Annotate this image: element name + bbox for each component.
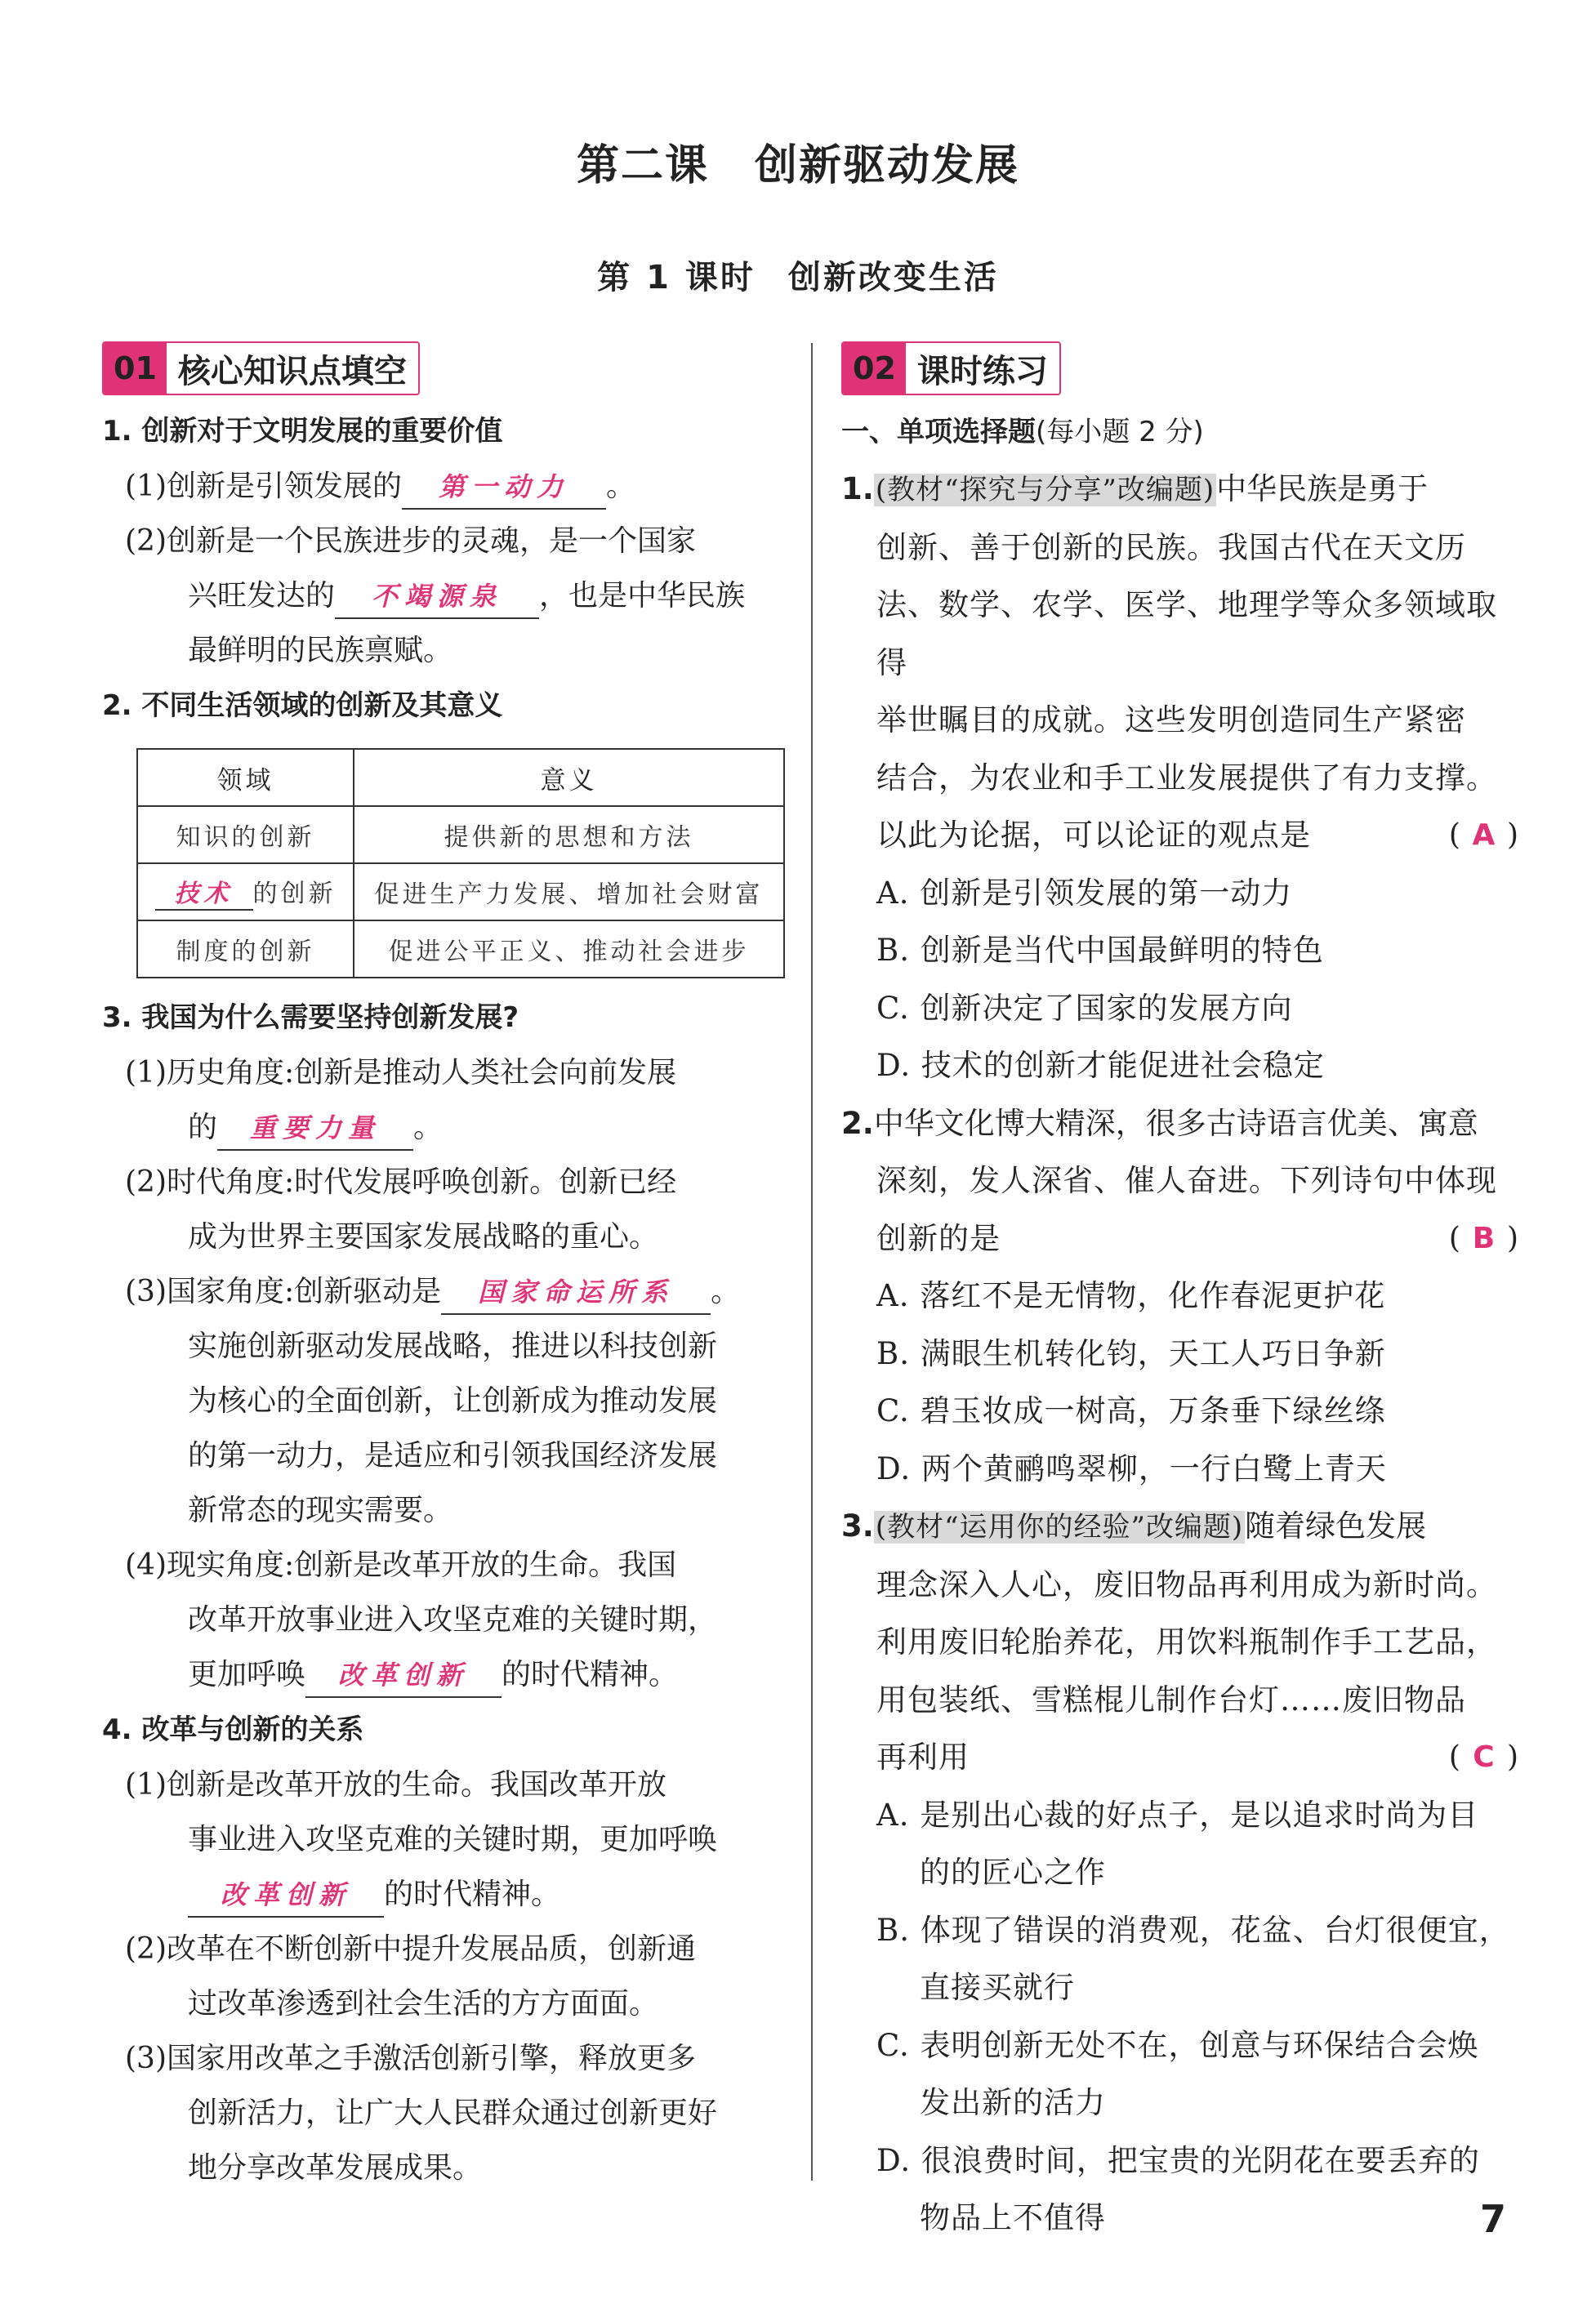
q4-item3: (3)国家用改革之手激活创新引擎，释放更多 bbox=[125, 2042, 696, 2075]
option-a-line2[interactable]: 的的匠心之作 bbox=[920, 1855, 1106, 1890]
table-cell: 制度的创新 bbox=[137, 920, 354, 978]
option-a[interactable]: A. 落红不是无情物，化作春泥更护花 bbox=[876, 1278, 1386, 1313]
q4-item1: (1)创新是改革开放的生命。我国改革开放 bbox=[125, 1768, 666, 1802]
practice-column bbox=[841, 341, 1519, 2248]
option-c[interactable]: C. 表明创新无处不在，创意与环保结合会焕 bbox=[876, 2027, 1479, 2063]
section-heading: 一、单项选择题(每小题 2 分) bbox=[841, 416, 1204, 448]
section-badge-practice bbox=[841, 341, 1061, 395]
option-d[interactable]: D. 两个黄鹂鸣翠柳，一行白鹭上青天 bbox=[876, 1450, 1387, 1486]
page-title bbox=[0, 131, 1596, 192]
q3-item2-line2: 成为世界主要国家发展战略的重心。 bbox=[188, 1220, 659, 1254]
option-d[interactable]: D. 技术的创新才能促进社会稳定 bbox=[876, 1048, 1325, 1083]
source-tag: (教材“探究与分享”改编题) bbox=[875, 474, 1215, 506]
chapter-name: 创新驱动发展 bbox=[755, 140, 1020, 190]
practice-q1: 1.(教材“探究与分享”改编题)中华民族是勇于 创新、善于创新的民族。我国古代在天文历 法、数学、农学、医学、地理学等众多领域取得 举世瞩目的成就。这些发明创造同生产紧密 结合，为农业和手工业发展提供了有力支撑。 以此为论据，可以论证的观点是 ( A ) A. 创新是引领发展的第一动力 B. 创新是当代中国最鲜明的特色 C. 创新决定了国家的发展方向 D. 技术的创新才能促进社会稳定 bbox=[841, 461, 1519, 1095]
table-cell: 技术 的创新 bbox=[137, 863, 354, 920]
table-header: 意义 bbox=[354, 749, 784, 806]
question-number: 2. bbox=[841, 1105, 874, 1141]
question-prompt: 创新的是 ( B ) bbox=[841, 1210, 1519, 1268]
option-d[interactable]: D. 很浪费时间，把宝贵的光阴花在要丢弃的 bbox=[876, 2142, 1480, 2178]
question-number: 3. bbox=[841, 1508, 874, 1544]
q4-item1-line3: 改革创新 的时代精神。 bbox=[102, 1867, 788, 1922]
knowledge-column bbox=[102, 341, 788, 2195]
option-c-line2[interactable]: 发出新的活力 bbox=[920, 2085, 1106, 2120]
q3-item3-line2: 实施创新驱动发展战略，推进以科技创新 bbox=[188, 1330, 718, 1363]
badge-text: 核心知识点填空 bbox=[167, 343, 418, 394]
knowledge-q3 bbox=[102, 990, 788, 1702]
badge-number: 02 bbox=[843, 343, 906, 394]
q1-item2-line3: 最鲜明的民族禀赋。 bbox=[188, 634, 453, 667]
innovation-table bbox=[136, 748, 785, 978]
q3-item3-line4: 的第一动力，是适应和引领我国经济发展 bbox=[188, 1439, 718, 1473]
question-prompt: 再利用 ( C ) bbox=[841, 1729, 1519, 1787]
fill-blank[interactable]: 第一动力 bbox=[402, 466, 606, 510]
section-badge-knowledge bbox=[102, 341, 420, 395]
table-row bbox=[137, 863, 784, 920]
table-header: 领域 bbox=[137, 749, 354, 806]
page-number: 7 bbox=[1480, 2197, 1507, 2241]
q3-item3: (3)国家角度:创新驱动是 国家命运所系 。 bbox=[102, 1264, 788, 1319]
q4-item2-line2: 过改革渗透到社会生活的方方面面。 bbox=[188, 1987, 659, 2021]
option-b[interactable]: B. 满眼生机转化钧，天工人巧日争新 bbox=[876, 1335, 1386, 1371]
q1-item1: (1)创新是引领发展的 第一动力 。 bbox=[102, 459, 788, 514]
answer-choice[interactable]: C bbox=[1473, 1740, 1496, 1774]
fill-blank[interactable]: 改革创新 bbox=[188, 1874, 384, 1918]
question-text: 结合，为农业和手工业发展提供了有力支撑。 bbox=[876, 760, 1497, 795]
badge-text: 课时练习 bbox=[906, 343, 1059, 394]
table-row bbox=[137, 920, 784, 978]
lesson-name: 创新改变生活 bbox=[787, 259, 999, 296]
q4-item2: (2)改革在不断创新中提升发展品质，创新通 bbox=[125, 1932, 696, 1966]
q3-item3-line5: 新常态的现实需要。 bbox=[188, 1494, 453, 1527]
practice-q2: 2.中华文化博大精深，很多古诗语言优美、寓意 深刻，发人深省、催人奋进。下列诗句中体现 创新的是 ( B ) A. 落红不是无情物，化作春泥更护花 B. 满眼生机转化钧，天工人巧日争新 C. 碧玉妆成一树高，万条垂下绿丝绦 D. 两个黄鹂鸣翠柳，一行白鹭上青天 bbox=[841, 1095, 1519, 1499]
chapter-label: 第二课 bbox=[576, 140, 709, 190]
question-number: 1. bbox=[841, 471, 874, 506]
question-text: 创新、善于创新的民族。我国古代在天文历 bbox=[876, 529, 1466, 565]
q4-item1-line2: 事业进入攻坚克难的关键时期，更加呼唤 bbox=[188, 1823, 718, 1856]
option-b[interactable]: B. 体现了错误的消费观，花盆、台灯很便宜， bbox=[876, 1912, 1510, 1948]
knowledge-q2 bbox=[102, 678, 788, 978]
option-b[interactable]: B. 创新是当代中国最鲜明的特色 bbox=[876, 933, 1324, 968]
option-c[interactable]: C. 碧玉妆成一树高，万条垂下绿丝绦 bbox=[876, 1393, 1386, 1428]
answer-choice[interactable]: A bbox=[1472, 818, 1496, 852]
q4-item3-line3: 地分享改革发展成果。 bbox=[188, 2151, 483, 2185]
section-note: (每小题 2 分) bbox=[1036, 416, 1204, 448]
option-c[interactable]: C. 创新决定了国家的发展方向 bbox=[876, 990, 1293, 1026]
q1-heading: 1. 创新对于文明发展的重要价值 bbox=[102, 415, 503, 448]
table-row bbox=[137, 806, 784, 863]
answer-bracket: ( A ) bbox=[1449, 807, 1519, 865]
answer-choice[interactable]: B bbox=[1472, 1221, 1496, 1255]
q3-item4-line2: 改革开放事业进入攻坚克难的关键时期， bbox=[188, 1603, 718, 1637]
table-header-row bbox=[137, 749, 784, 806]
fill-blank[interactable]: 重要力量 bbox=[217, 1107, 413, 1151]
source-tag: (教材“运用你的经验”改编题) bbox=[875, 1511, 1244, 1544]
question-text: 举世瞩目的成就。这些发明创造同生产紧密 bbox=[876, 702, 1466, 737]
lesson-title bbox=[0, 252, 1596, 298]
q4-item3-line2: 创新活力，让广大人民群众通过创新更好 bbox=[188, 2096, 718, 2130]
option-a[interactable]: A. 创新是引领发展的第一动力 bbox=[876, 875, 1293, 911]
q3-item4: (4)现实角度:创新是改革开放的生命。我国 bbox=[125, 1548, 677, 1582]
table-cell: 知识的创新 bbox=[137, 806, 354, 863]
knowledge-q4 bbox=[102, 1702, 788, 2195]
q3-item4-line3: 更加呼唤 改革创新 的时代精神。 bbox=[102, 1647, 788, 1702]
q3-item3-line3: 为核心的全面创新，让创新成为推动发展 bbox=[188, 1384, 718, 1418]
fill-blank[interactable]: 国家命运所系 bbox=[441, 1271, 711, 1315]
knowledge-q1 bbox=[102, 403, 788, 678]
q2-heading: 2. 不同生活领域的创新及其意义 bbox=[102, 689, 503, 722]
q4-heading: 4. 改革与创新的关系 bbox=[102, 1713, 364, 1746]
q3-item2: (2)时代角度:时代发展呼唤创新。创新已经 bbox=[125, 1165, 677, 1199]
option-a[interactable]: A. 是别出心裁的好点子，是以追求时尚为目 bbox=[876, 1797, 1479, 1833]
fill-blank[interactable]: 不竭源泉 bbox=[335, 575, 539, 619]
practice-q3: 3.(教材“运用你的经验”改编题)随着绿色发展 理念深入人心，废旧物品再利用成为新时尚。 利用废旧轮胎养花，用饮料瓶制作手工艺品， 用包装纸、雪糕棍儿制作台灯……废旧物品 再利用 ( C ) A. 是别出心裁的好点子，是以追求时尚为目 的的匠心之作 B. 体现了错误的消费观，花盆、台灯很便宜， 直接买就行 C. 表明创新无处不在，创意与环保结合会焕 发出新的活力 D. 很浪费时间，把宝贵的光阴花在要丢弃的 物品上不值得 bbox=[841, 1498, 1519, 2248]
badge-number: 01 bbox=[104, 343, 167, 394]
question-text: 利用废旧轮胎养花，用饮料瓶制作手工艺品， bbox=[876, 1624, 1497, 1660]
question-text: 深刻，发人深省、催人奋进。下列诗句中体现 bbox=[876, 1163, 1497, 1198]
option-d-line2[interactable]: 物品上不值得 bbox=[920, 2200, 1106, 2235]
table-cell: 提供新的思想和方法 bbox=[354, 806, 784, 863]
option-b-line2[interactable]: 直接买就行 bbox=[920, 1970, 1075, 2005]
fill-blank[interactable]: 技术 bbox=[155, 873, 253, 911]
fill-blank[interactable]: 改革创新 bbox=[305, 1654, 502, 1698]
column-divider bbox=[811, 343, 813, 2181]
question-text: 法、数学、农学、医学、地理学等众多领域取得 bbox=[876, 587, 1497, 680]
q3-item1: (1)历史角度:创新是推动人类社会向前发展 bbox=[125, 1056, 677, 1089]
q1-item2-line2: 兴旺发达的 不竭源泉 ，也是中华民族 bbox=[102, 568, 788, 623]
lesson-label: 第 1 课时 bbox=[597, 259, 756, 296]
q3-heading: 3. 我国为什么需要坚持创新发展? bbox=[102, 1001, 519, 1034]
question-text: 用包装纸、雪糕棍儿制作台灯……废旧物品 bbox=[876, 1682, 1466, 1718]
table-cell: 促进公平正义、推动社会进步 bbox=[354, 920, 784, 978]
table-cell: 促进生产力发展、增加社会财富 bbox=[354, 863, 784, 920]
q3-item1-line2: 的 重要力量 。 bbox=[102, 1100, 788, 1155]
answer-bracket: ( B ) bbox=[1449, 1210, 1519, 1268]
question-prompt: 以此为论据，可以论证的观点是 ( A ) bbox=[841, 807, 1519, 865]
question-text: 理念深入人心，废旧物品再利用成为新时尚。 bbox=[876, 1566, 1497, 1602]
answer-bracket: ( C ) bbox=[1449, 1729, 1519, 1787]
q1-item2: (2)创新是一个民族进步的灵魂，是一个国家 bbox=[125, 524, 696, 558]
